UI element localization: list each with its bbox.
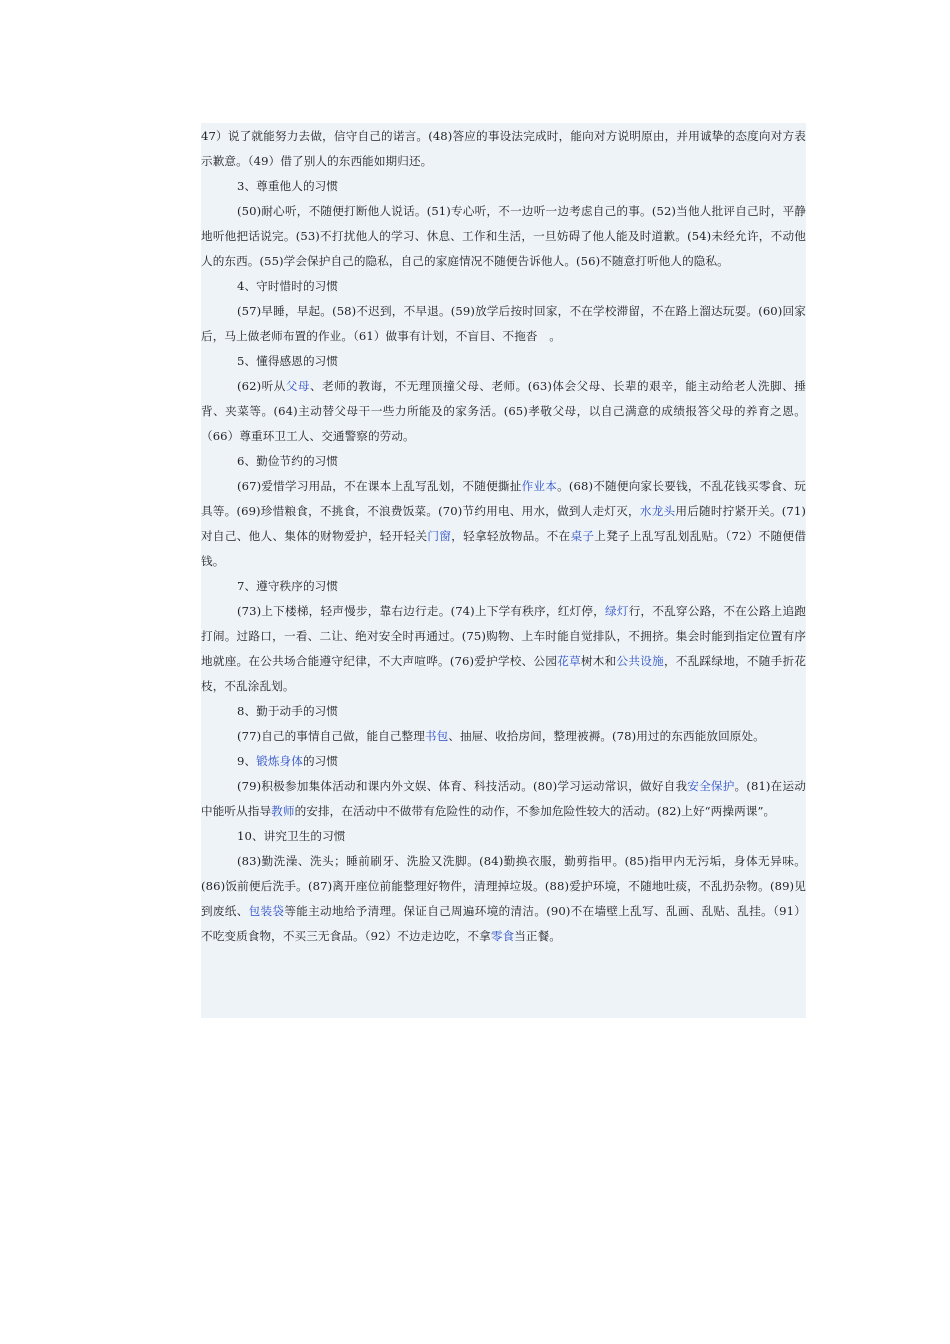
section-heading (201, 574, 806, 599)
text-run: 的习惯 (302, 754, 339, 768)
text-run: (50)耐心听，不随便打断他人说话。(51)专心听，不一边听一边考虑自己的事。(52)当他人批评自己时，平静地听他把话说完。(53)不打扰他人的学习、休息、工作和生活，一旦妨碍了他人能及时道歉。(54)未经允许，不动他人的东西。(55)学会保护自己的隐私，自己的家庭情况不随便告诉他人。(56)不随意打听他人的隐私。 (201, 204, 806, 268)
inline-link[interactable]: 教师 (271, 804, 295, 818)
text-run: ，轻拿轻放物品。不在 (451, 529, 571, 543)
text-run: (77)自己的事情自己做，能自己整理 (237, 729, 425, 743)
text-run: 。(81)在运动中能听从指导 (201, 779, 806, 818)
body-paragraph (201, 599, 806, 699)
text-run: (62)听从 (237, 379, 286, 393)
text-run: 、老师的教诲，不无理顶撞父母、老师。(63)体会父母、长辈的艰辛，能主动给老人洗脚、捶背、夹菜等。(64)主动替父母干一些力所能及的家务活。(65)孝敬父母，以自己满意的成绩报答父母的养育之恩。（66）尊重环卫工人、交通警察的劳动。 (201, 379, 806, 443)
text-run: (79)积极参加集体活动和课内外文娱、体育、科技活动。(80)学习运动常识，做好自我 (237, 779, 688, 793)
inline-link[interactable]: 花草 (557, 654, 581, 668)
body-paragraph (201, 124, 806, 174)
text-run: 7、遵守秩序的习惯 (237, 579, 339, 593)
text-run: ，不乱踩绿地，不随手折花枝，不乱涂乱划。 (201, 654, 807, 693)
text-run: 。(68)不随便向家长要钱，不乱花钱买零食、玩具等。(69)珍惜粮食，不挑食，不浪费饭菜。(70)节约用电、用水，做到人走灯灭， (201, 479, 806, 518)
inline-link[interactable]: 书包 (424, 729, 449, 743)
section-heading (201, 274, 806, 299)
inline-link[interactable]: 零食 (490, 929, 515, 943)
inline-link[interactable]: 包装袋 (248, 904, 285, 918)
inline-link[interactable]: 作业本 (521, 479, 558, 493)
text-run: 上凳子上乱写乱划乱贴。（72）不随便借钱。 (201, 529, 807, 568)
text-run: 树木和 (580, 654, 617, 668)
text-run: 6、勤俭节约的习惯 (237, 454, 339, 468)
inline-link[interactable]: 锻炼身体 (256, 754, 303, 768)
section-heading (201, 174, 806, 199)
inline-link[interactable]: 安全保护 (687, 779, 735, 793)
text-run: 10、讲究卫生的习惯 (237, 829, 346, 843)
section-heading (201, 749, 806, 774)
body-paragraph (201, 724, 806, 749)
text-run: (57)早睡，早起。(58)不迟到，不早退。(59)放学后按时回家，不在学校滞留，不在路上溜达玩耍。(60)回家后，马上做老师布置的作业。（61）做事有计划，不盲目、不拖沓 。 (201, 304, 806, 343)
inline-link[interactable]: 父母 (285, 379, 310, 393)
inline-link[interactable]: 水龙头 (639, 504, 676, 518)
text-run: 当正餐。 (514, 929, 561, 943)
inline-link[interactable]: 绿灯 (605, 604, 629, 618)
text-run: 4、守时惜时的习惯 (237, 279, 339, 293)
section-heading (201, 449, 806, 474)
inline-link[interactable]: 桌子 (570, 529, 595, 543)
text-run: 47）说了就能努力去做，信守自己的诺言。(48)答应的事设法完成时，能向对方说明原由，并用诚挚的态度向对方表示歉意。（49）借了别人的东西能如期归还。 (201, 129, 806, 168)
text-run: 、抽屉、收拾房间，整理被褥。(78)用过的东西能放回原处。 (448, 729, 765, 743)
text-run: 3、尊重他人的习惯 (237, 179, 339, 193)
section-heading (201, 349, 806, 374)
body-paragraph (201, 774, 806, 824)
body-paragraph (201, 299, 806, 349)
text-run: 的安排，在活动中不做带有危险性的动作，不参加危险性较大的活动。(82)上好“两操两课”。 (294, 804, 776, 818)
text-run: 行，不乱穿公路，不在公路上追跑打闹。过路口，一看、二让、绝对安全时再通过。(75)购物、上车时能自觉排队，不拥挤。集会时能到指定位置有序地就座。在公共场合能遵守纪律，不大声喧哗。(76)爱护学校、公园 (201, 604, 806, 668)
text-run: (67)爱惜学习用品，不在课本上乱写乱划，不随便撕扯 (237, 479, 522, 493)
section-heading (201, 699, 806, 724)
inline-link[interactable]: 门窗 (427, 529, 452, 543)
text-run: 9、 (237, 754, 257, 768)
body-paragraph (201, 474, 806, 574)
document-body (201, 124, 806, 949)
text-run: (73)上下楼梯，轻声慢步，靠右边行走。(74)上下学有秩序，红灯停， (237, 604, 606, 618)
inline-link[interactable]: 公共设施 (616, 654, 664, 668)
body-paragraph (201, 199, 806, 274)
text-run: 8、勤于动手的习惯 (237, 704, 339, 718)
text-run: 等能主动地给予清理。保证自己周遍环境的清洁。(90)不在墙壁上乱写、乱画、乱贴、乱挂。（91）不吃变质食物，不买三无食品。（92）不边走边吃，不拿 (201, 904, 806, 943)
text-run: 用后随时拧紧开关。(71)对自己、他人、集体的财物爱护，轻开轻关 (201, 504, 806, 543)
body-paragraph (201, 374, 806, 449)
text-run: (83)勤洗澡、洗头；睡前刷牙、洗脸又洗脚。(84)勤换衣服，勤剪指甲。(85)指甲内无污垢，身体无异味。(86)饭前便后洗手。(87)离开座位前能整理好物件，清理掉垃圾。(88)爱护环境，不随地吐痰，不乱扔杂物。(89)见到废纸、 (201, 854, 806, 918)
text-run: 5、懂得感恩的习惯 (237, 354, 339, 368)
section-heading (201, 824, 806, 849)
body-paragraph (201, 849, 806, 949)
